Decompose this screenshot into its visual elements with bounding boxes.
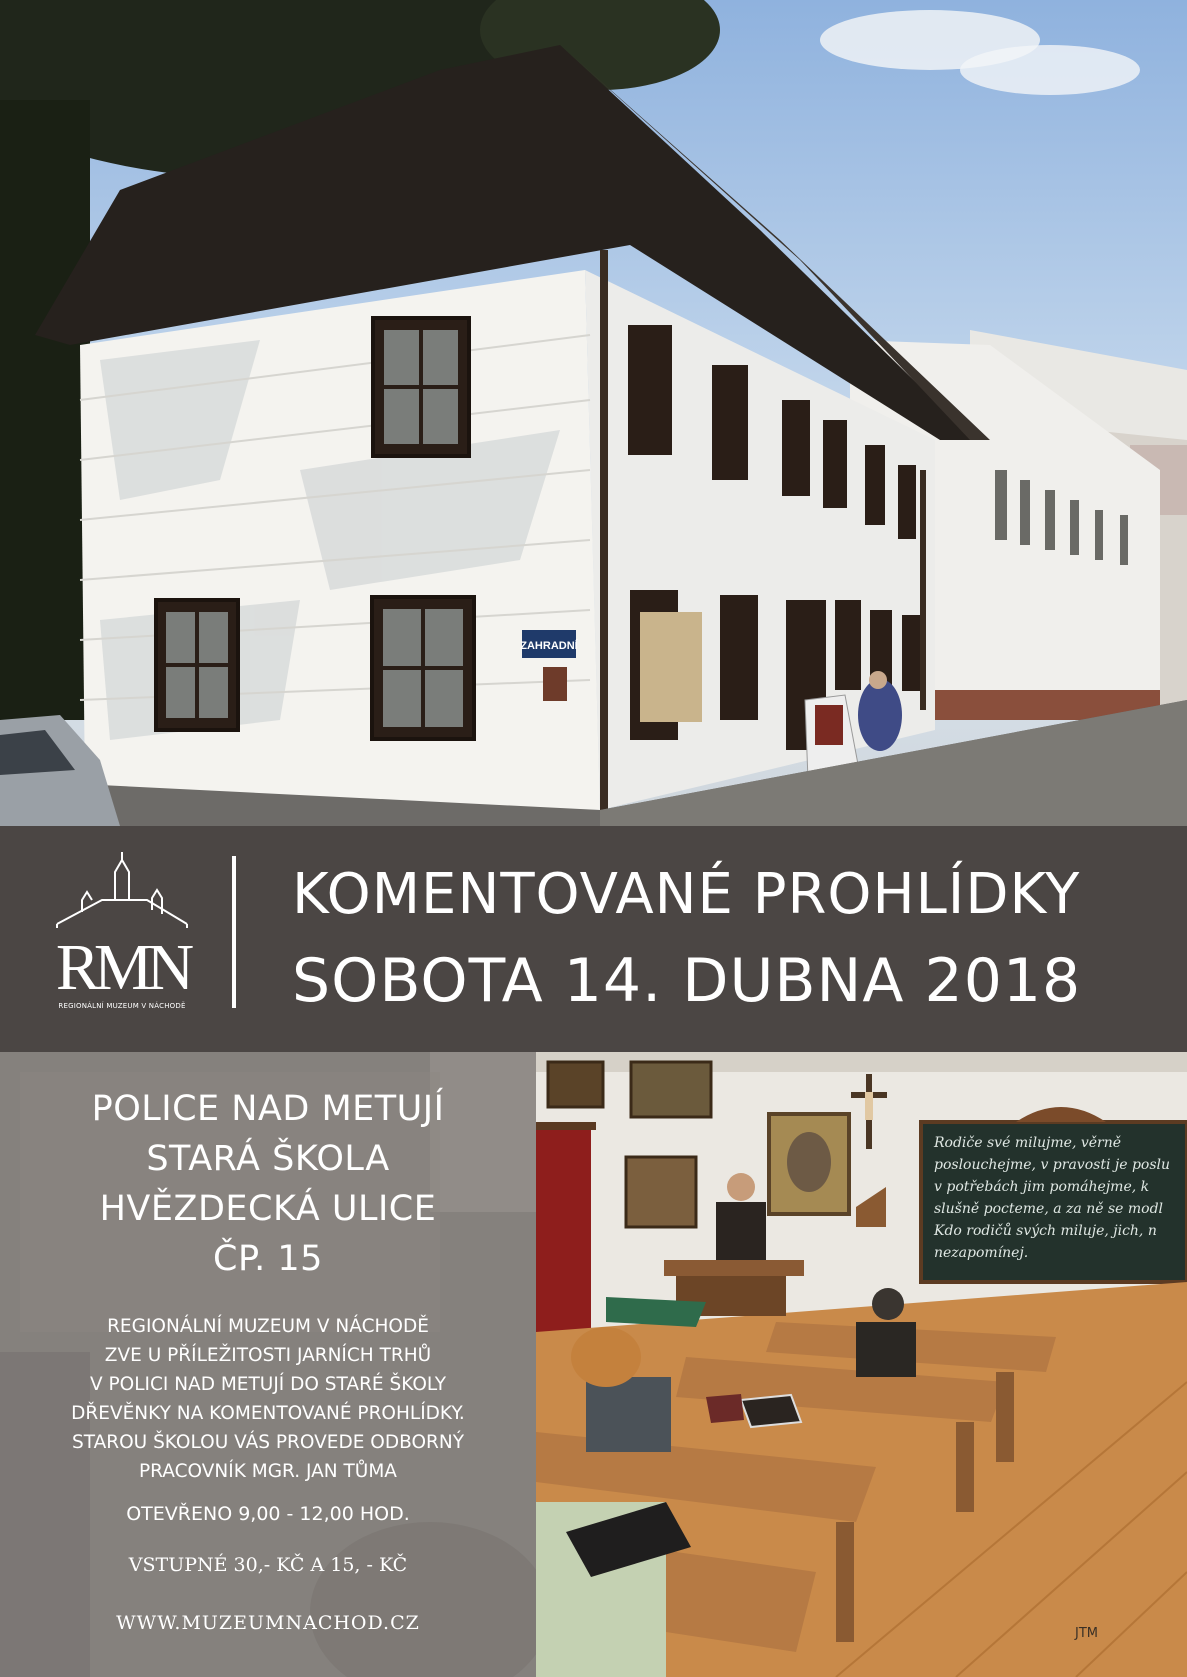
author-signature: JTM [1075,1626,1098,1641]
logo-letters: RMN [55,931,189,1004]
description-line: ZVE U PŘÍLEŽITOSTI JARNÍCH TRHŮ [104,1345,432,1366]
logo-caption: REGIONÁLNÍ MUZEUM V NÁCHODĚ [58,1002,186,1010]
admission-fee: VSTUPNÉ 30,- KČ A 15, - KČ [128,1554,408,1576]
school-building-photo [0,0,1187,826]
blackboard-line: poslouchejme, v pravosti je poslu [934,1157,1171,1173]
description-line: REGIONÁLNÍ MUZEUM V NÁCHODĚ [107,1316,429,1337]
website-link[interactable]: WWW.MUZEUMNACHOD.CZ [116,1612,420,1634]
location-street: HVĚZDECKÁ ULICE [99,1189,437,1229]
event-description [0,1312,536,1486]
building-illustration [0,0,1187,826]
blackboard-line: nezapomínej. [934,1245,1029,1261]
classroom-photo [536,1052,1187,1677]
blackboard-line: Kdo rodičů svých miluje, jich, n [934,1223,1157,1239]
event-date: SOBOTA 14. DUBNA 2018 [292,946,1082,1016]
location-number: ČP. 15 [213,1239,323,1279]
location-town: POLICE NAD METUJÍ [91,1089,445,1129]
opening-hours: OTEVŘENO 9,00 - 12,00 HOD. [126,1503,410,1525]
description-line: STAROU ŠKOLOU VÁS PROVEDE ODBORNÝ [71,1432,465,1453]
title-divider [232,856,236,1008]
location-building: STARÁ ŠKOLA [146,1139,390,1179]
description-line: PRACOVNÍK MGR. JAN TŮMA [139,1461,397,1482]
description-line: DŘEVĚNKY NA KOMENTOVANÉ PROHLÍDKY. [71,1403,465,1424]
event-title: KOMENTOVANÉ PROHLÍDKY [292,862,1081,927]
description-line: V POLICI NAD METUJÍ DO STARÉ ŠKOLY [89,1374,447,1395]
street-sign: ZAHRADNÍ [520,640,578,652]
classroom-illustration [536,1052,1187,1677]
blackboard-line: slušně pocteme, a za ně se modl [934,1201,1164,1217]
blackboard-line: v potřebách jim pomáhejme, k [934,1179,1150,1195]
blackboard-line: Rodiče své milujme, věrně [934,1135,1122,1151]
